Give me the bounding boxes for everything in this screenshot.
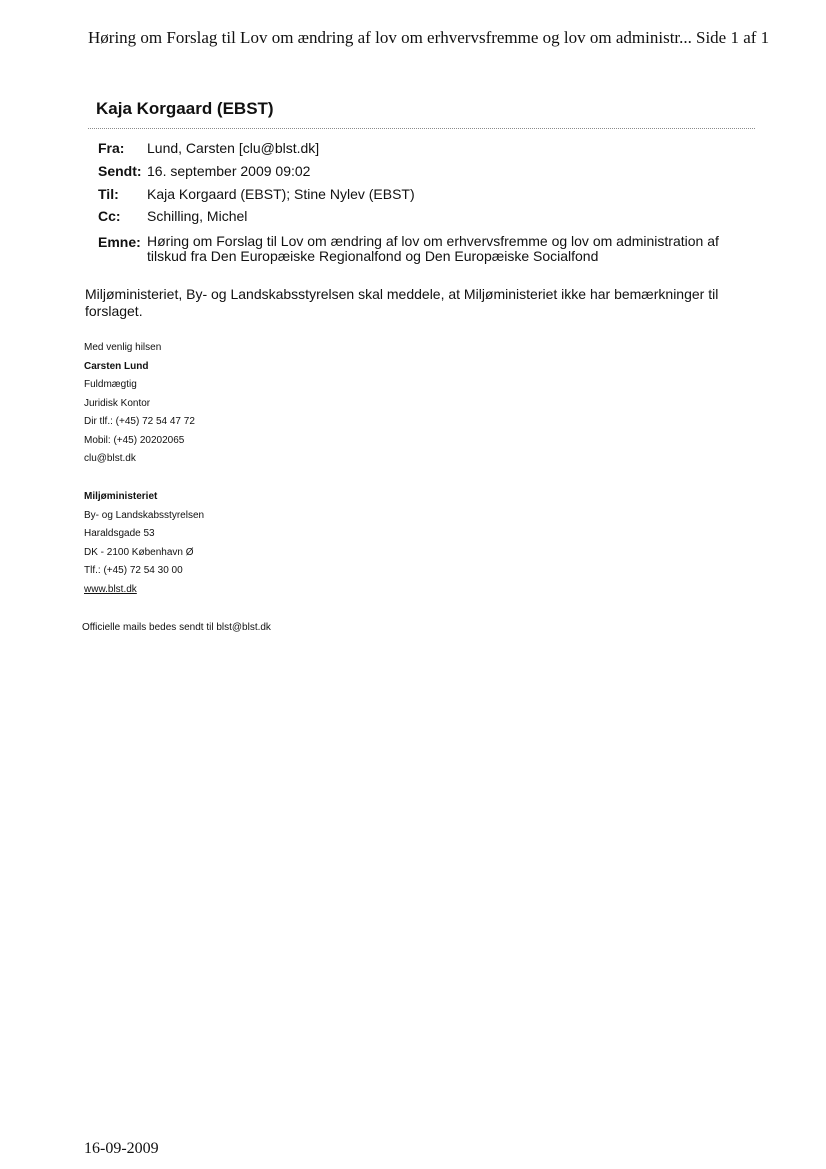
organization-phone: Tlf.: (+45) 72 54 30 00 <box>84 565 183 576</box>
sent-label: Sendt: <box>98 163 142 179</box>
signature-title: Fuldmægtig <box>84 379 137 390</box>
page-number: Side 1 af 1 <box>696 28 770 47</box>
organization-website-link[interactable]: www.blst.dk <box>84 583 137 595</box>
signature-block <box>84 339 195 469</box>
signature-email[interactable]: clu@blst.dk <box>84 453 136 464</box>
print-date: 16-09-2009 <box>84 1140 159 1157</box>
signature-greeting: Med venlig hilsen <box>84 342 162 353</box>
email-body: Miljøministeriet, By- og Landskabsstyrelsen skal meddele, at Miljøministeriet ikke har bemærkninger til forslaget. <box>85 286 719 319</box>
signature-direct-phone: Dir tlf.: (+45) 72 54 47 72 <box>84 416 195 427</box>
signature-mobile: Mobil: (+45) 20202065 <box>84 434 185 446</box>
subject-label: Emne: <box>98 234 141 250</box>
from-value: Lund, Carsten [clu@blst.dk] <box>147 140 320 156</box>
organization-agency: By- og Landskabsstyrelsen <box>84 509 205 521</box>
organization-street: Haraldsgade 53 <box>84 528 155 539</box>
page-header-title: Høring om Forslag til Lov om ændring af lov om erhvervsfremme og lov om administr... <box>88 28 692 47</box>
subject-value: Høring om Forslag til Lov om ændring af lov om erhvervsfremme og lov om administration af tilskud fra Den Europæiske Regionalfond og Den Europæiske Socialfond <box>147 233 719 264</box>
cc-value: Schilling, Michel <box>147 208 248 224</box>
signature-name: Carsten Lund <box>84 360 149 372</box>
organization-block <box>84 488 204 599</box>
cc-label: Cc: <box>98 208 121 224</box>
official-mail-notice: Officielle mails bedes sendt til blst@blst.dk <box>82 622 271 633</box>
sent-value: 16. september 2009 09:02 <box>147 163 311 179</box>
header-divider <box>88 128 755 129</box>
signature-department: Juridisk Kontor <box>84 397 151 409</box>
to-label: Til: <box>98 186 119 202</box>
recipient-name-heading: Kaja Korgaard (EBST) <box>96 99 274 118</box>
organization-city: DK - 2100 København Ø <box>84 546 194 558</box>
from-label: Fra: <box>98 140 125 156</box>
to-value: Kaja Korgaard (EBST); Stine Nylev (EBST) <box>147 186 415 202</box>
organization-ministry: Miljøministeriet <box>84 491 158 502</box>
